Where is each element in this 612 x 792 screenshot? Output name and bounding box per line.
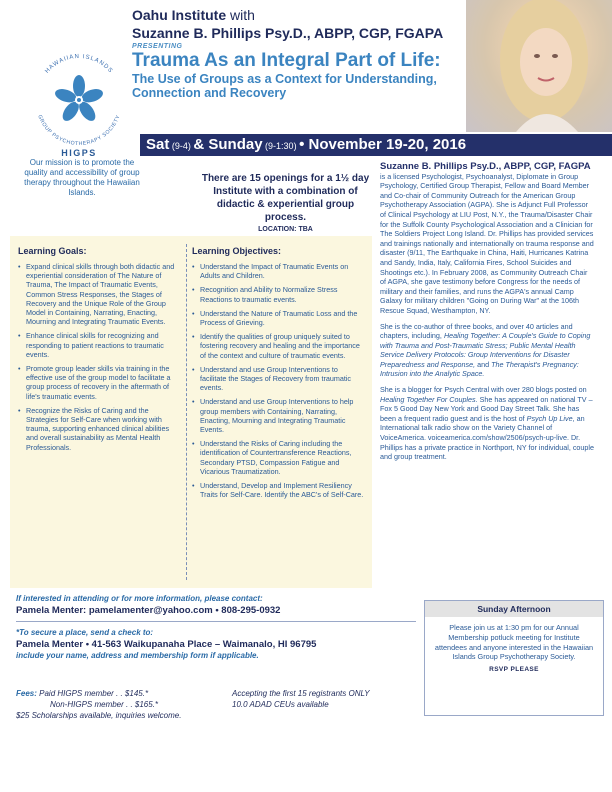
learning-objectives-list [192, 262, 366, 499]
openings-block [198, 172, 373, 233]
speaker-name: Suzanne B. Phillips Psy.D., ABPP, CGP, FGAPA [132, 25, 444, 41]
list-item: • Understand, Develop and Implement Resiliency Traits for Self-Care. Identify the ABC's of Self-Care. [192, 481, 366, 499]
date-sat-time: (9-4) [169, 141, 194, 151]
institute-name: Oahu Institute [132, 7, 227, 23]
date-range: • November 19-20, 2016 [299, 136, 467, 153]
ceu-block [232, 688, 422, 710]
list-item: • Identify the qualities of group uniquely suited to fostering recovery and healing and the importance of the context and culture of traumatic events. [192, 332, 366, 360]
page-title: Trauma As an Integral Part of Life: [132, 50, 441, 71]
date-sun: Sunday [208, 136, 263, 153]
logo-arc-bottom: GROUP PSYCHOTHERAPY SOCIETY [36, 114, 122, 148]
list-item: • Expand clinical skills through both didactic and experiential consideration of The Nature of Trauma, The Impact of Traumatic Events, Common Stress Responses, the Stages of Recovery and the Unique Role of the Group Model in Containing, Narrating, Enacting, Mourning and Integrating Traumatic Events. [18, 262, 182, 326]
rsvp-label: RSVP PLEASE [489, 666, 539, 674]
date-sun-time: (9-1:30) [262, 141, 300, 151]
bio-p3-b: Healing Together For Couples. [380, 394, 478, 404]
svg-text:GROUP PSYCHOTHERAPY SOCIETY [36, 114, 121, 147]
speaker-photo [466, 0, 612, 132]
bio-p2-c: and [475, 359, 492, 369]
learning-goals-list [18, 262, 182, 452]
list-item: • Promote group leader skills via training in the effective use of the group model to facilitate a group process of recovery in the aftermath of life's traumatic events. [18, 364, 182, 401]
list-item: • Understand the Nature of Traumatic Loss and the Process of Grieving. [192, 309, 366, 327]
list-item: • Understand the Impact of Traumatic Events on Adults and Children. [192, 262, 366, 280]
page-subtitle: The Use of Groups as a Context for Understanding, Connection and Recovery [132, 72, 437, 100]
list-item: • Understand and use Group Interventions to help group members with Containing, Narrating, Enacting, Mourning and Integrating Traumatic Events. [192, 397, 366, 434]
sunday-heading: Sunday Afternoon [425, 601, 603, 617]
bio-p3-e: , an International talk radio show on the Variety Channel of VoiceAmerica. voiceamerica.com/show/2506/psych-up-live. Dr. Phillips has a private practice in Northport, NY for individual, couple and group treatment. [380, 413, 595, 462]
header [132, 6, 462, 100]
bio-p2-b: Healing Together: A Couple's Guide to Coping with Trauma and Post-Traumatic Stress; Public Mental Health Service Delivery Protocols: Group Interventions for Disaster Preparedness and Response, [380, 331, 591, 369]
svg-text:HAWAIIAN ISLANDS [44, 54, 113, 75]
date-sat: Sat [146, 136, 170, 153]
fees-label: Fees: [16, 689, 37, 698]
include-note: include your name, address and membership form if applicable. [16, 651, 259, 660]
list-item: • Understand the Risks of Caring including the identification of Countertransference Reactions, Secondary PTSD, Compassion Fatigue and Vicarious Traumatization. [192, 439, 366, 476]
list-item: • Enhance clinical skills for recognizing and responding to patient reactions to traumatic events. [18, 331, 182, 359]
sunday-body [425, 617, 603, 675]
bio-lead: Suzanne B. Phillips Psy.D., ABPP, CGP, FAGPA [380, 161, 591, 172]
presenting-label: PRESENTING [132, 43, 183, 50]
bio-paragraph-2 [380, 322, 594, 380]
fee-non-member: Non-HIGPS member . . $165.* [50, 700, 159, 709]
bio-p3-a: She is a blogger for Psych Central with over 280 blogs posted on [380, 385, 587, 395]
fee-member: Paid HIGPS member . . $145.* [36, 689, 149, 698]
institute-with: with [226, 7, 255, 23]
ceu-note: 10.0 ADAD CEUs available [232, 700, 329, 709]
list-item: • Recognize the Risks of Caring and the Strategies for Self-Care when working with trauma, supporting enhanced clinical abilities and overall sustainability as Mental Health Professionals. [18, 406, 182, 452]
list-item: • Recognition and Ability to Normalize Stress Reactions to traumatic events. [192, 285, 366, 303]
learning-objectives-heading: Learning Objectives: [192, 246, 282, 256]
learning-goals [18, 246, 182, 457]
bio-p2-a: She is the co-author of three books, and over 40 articles and chapters, including, [380, 321, 573, 341]
date-bar [140, 134, 612, 156]
fee-member-line [16, 688, 216, 699]
logo-acronym: HIGPS [61, 148, 97, 158]
sunday-afternoon-box [424, 600, 604, 716]
higps-logo [24, 40, 134, 160]
institute-line [132, 6, 462, 24]
learning-objectives [192, 246, 366, 504]
contact-block [16, 594, 421, 661]
learning-box [10, 236, 372, 588]
mailing-address: Pamela Menter • 41-563 Waikupanaha Place – Waimanalo, HI 96795 [16, 639, 317, 650]
mission-statement: Our mission is to promote the quality and accessibility of group therapy throughout the Hawaiian Islands. [24, 158, 140, 197]
list-item: • Understand and use Group Interventions to facilitate the Stages of Recovery from traumatic events. [192, 365, 366, 393]
location-text: LOCATION: TBA [258, 226, 313, 233]
learning-goals-heading: Learning Goals: [18, 246, 87, 256]
date-amp: & [193, 136, 209, 153]
scholarship-note: $25 Scholarships available, inquiries welcome. [16, 711, 182, 720]
contact-prompt: If interested in attending or for more information, please contact: [16, 594, 263, 603]
contact-line: Pamela Menter: pamelamenter@yahoo.com • 808-295-0932 [16, 605, 281, 616]
contact-divider [16, 621, 416, 622]
fees-block [16, 688, 216, 721]
bio-p3-c: She has appeared on national TV – Fox 5 Good Day New York and Good Day Street Talk. She has been a frequent radio guest and is the host of [380, 394, 593, 423]
bio-paragraph-1 [380, 162, 594, 316]
sunday-text: Please join us at 1:30 pm for our Annual Membership potluck meeting for Institute attendees and anyone interested in the Hawaiian Islands Group Psychotherapy Society. [434, 623, 594, 662]
check-prompt: *To secure a place, send a check to: [16, 628, 154, 637]
logo-arc-top: HAWAIIAN ISLANDS [44, 53, 114, 75]
registrants-note: Accepting the first 15 registrants ONLY [232, 689, 370, 698]
bio-paragraph-3 [380, 385, 594, 462]
hibiscus-logo-icon [24, 40, 134, 160]
column-divider [186, 244, 187, 580]
bio-p1: is a licensed Psychologist, Psychoanalyst, Diplomate in Group Psychology, Certified Group Therapist, Fellow and Board Member and Co-chair of Community Outreach for the American Group Psychotherapy Association (AGPA). She is Adjunct Full Professor of Clinical Psychology at LIU Post, N.Y., the Trauma/Disaster Chair for the Suffolk County Psychological Association and a Clinician for The Soldiers Project Long Island. Dr. Phillips has provided services and trainings nationally and internationally on trauma response and disaster (9/11, The Earthquake in China, Haiti, Hurricanes Katrina and Sandy, India, Italy, California Fires, School Suicides and Shootings etc.). In February 2008, as Community Outreach Chair of AGPA, she gave testimony before Congress for the needs of military and their families, and runs the AGPA's annual Camp Galaxy for military children "Going on During War" at the 106th Rescue Squad, Westhampton, NY. [380, 171, 594, 315]
openings-text: There are 15 openings for a 1½ day Institute with a combination of didactic & experiential group process. [201, 173, 370, 223]
bio-p2-d: The Therapist's Pregnancy: Intrusion into the Analytic Space. [380, 359, 579, 379]
bio-p3-d: Psych Up Live [526, 413, 573, 423]
speaker-portrait-icon [466, 0, 612, 132]
speaker-bio [380, 162, 594, 468]
